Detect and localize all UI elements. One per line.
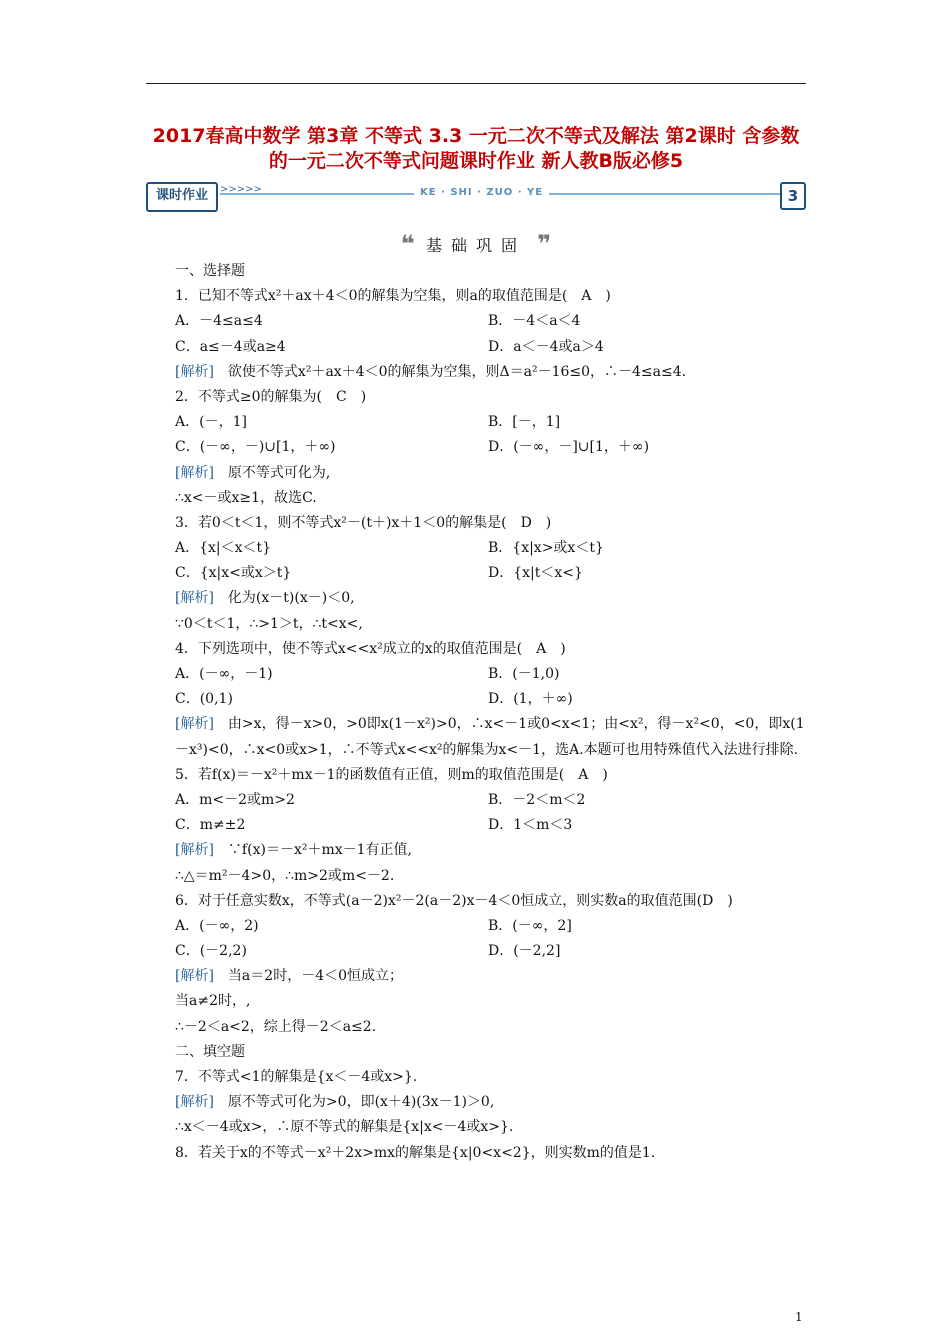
option: C．(0,1) [175, 691, 233, 708]
question-6: 6．对于任意实数x，不等式(a－2)x²－2(a－2)x－4＜0恒成立，则实数a的取值范围(D ) [175, 892, 733, 909]
options-row [146, 788, 811, 813]
question-7: 7．不等式<1的解集是{x＜－4或x>}. [175, 1069, 418, 1086]
question-3: 3．若0＜t＜1，则不等式x²－(t＋)x＋1＜0的解集是( D ) [175, 514, 552, 531]
options-row [146, 435, 811, 460]
heading-choice: 一、选择题 [175, 263, 245, 279]
analysis-6-conclusion: ∴－2＜a<2，综上得－2＜a≤2. [175, 1018, 377, 1035]
option: C．a≤－4或a≥4 [175, 338, 286, 355]
options-row [146, 813, 811, 838]
option: B．－2＜m＜2 [488, 791, 586, 808]
option: A．－4≤a≤4 [175, 313, 263, 330]
option: D．(1，＋∞) [488, 691, 573, 708]
options-row [146, 561, 811, 586]
page-number: 1 [795, 1310, 803, 1324]
close-quote-icon: ❞ [537, 230, 552, 258]
options-row [146, 536, 811, 561]
question-5: 5．若f(x)＝－x²＋mx－1的函数值有正值，则m的取值范围是( A ) [175, 766, 608, 783]
analysis-tag: [解析] [175, 363, 214, 380]
banner-number: 3 [780, 182, 806, 210]
analysis-tag: [解析] [175, 842, 214, 859]
analysis-1: [解析] 欲使不等式x²＋ax＋4＜0的解集为空集，则Δ＝a²－16≤0，∴－4≤a≤4. [175, 363, 687, 380]
analysis-2-cont: ∴x<－或x≥1，故选C. [175, 489, 317, 506]
open-quote-icon: ❝ [400, 230, 415, 258]
analysis-7: [解析] 原不等式可化为>0，即(x＋4)(3x－1)＞0, [175, 1094, 495, 1111]
analysis-tag: [解析] [175, 1094, 214, 1111]
option: B．[－，1] [488, 414, 561, 431]
options-row [146, 662, 811, 687]
analysis-5: [解析] ∵f(x)＝－x²＋mx－1有正值, [175, 842, 412, 859]
option: B．(－1,0) [488, 666, 560, 682]
analysis-3: [解析] 化为(x－t)(x－)＜0, [175, 590, 355, 607]
option: D．1＜m＜3 [488, 817, 573, 834]
options-row [146, 410, 811, 435]
question-4: 4．下列选项中，使不等式x<<x²成立的x的取值范围是( A ) [175, 640, 566, 657]
option: B．{x|x>或x＜t} [488, 540, 604, 557]
analysis-4: [解析] 由>x，得－x>0，>0即x(1－x²)>0，∴x<－1或0<x<1；由<x²，得－x²<0，<0，即x(1－x³)<0，∴x<0或x>1，∴不等式x<<x²的解集为x<－1，选A.本题可也用特殊值代入法进行排除. [175, 716, 805, 758]
options-row [146, 309, 811, 334]
options-row [146, 335, 811, 360]
section-heading [146, 230, 806, 258]
banner-pinyin: KE · SHI · ZUO · YE [414, 187, 549, 198]
analysis-5-cont: ∴△＝m²－4>0，∴m>2或m<－2. [175, 867, 395, 884]
analysis-tag: [解析] [175, 590, 214, 607]
option: A．(－∞，2) [175, 917, 259, 934]
option: C．m≠±2 [175, 817, 246, 834]
document-title: 2017春高中数学 第3章 不等式 3.3 一元二次不等式及解法 第2课时 含参数的一元二次不等式问题课时作业 新人教B版必修5 [152, 125, 800, 172]
question-8: 8．若关于x的不等式－x²＋2x>mx的解集是{x|0<x<2}，则实数m的值是1. [175, 1144, 656, 1161]
analysis-6: [解析] 当a＝2时，－4＜0恒成立； [175, 968, 404, 985]
analysis-6-cont: 当a≠2时，, [175, 993, 251, 1010]
homework-banner [146, 180, 806, 210]
options-row [146, 914, 811, 939]
option: C．(－2,2) [175, 943, 247, 960]
option: B．－4＜a＜4 [488, 313, 581, 330]
option: D．(－2,2] [488, 943, 561, 960]
option: D．(－∞，－]∪[1，＋∞) [488, 439, 650, 456]
analysis-tag: [解析] [175, 464, 214, 481]
option: A．(－∞，－1) [175, 666, 273, 682]
option: B．(－∞，2] [488, 917, 572, 934]
option: D．a＜－4或a＞4 [488, 338, 604, 355]
option: C．(－∞，－)∪[1，＋∞) [175, 439, 336, 456]
banner-label: 课时作业 [146, 182, 218, 212]
option: D．{x|t＜x<} [488, 565, 583, 582]
option: A．(－，1] [175, 414, 247, 431]
header-rule [146, 83, 806, 84]
heading-fill: 二、填空题 [175, 1043, 245, 1060]
analysis-7-cont: ∴x＜－4或x>，∴原不等式的解集是{x|x<－4或x>}. [175, 1119, 514, 1136]
section-label: 基础巩固 [425, 235, 526, 255]
analysis-2: [解析] 原不等式可化为, [175, 464, 331, 481]
analysis-tag: [解析] [175, 716, 214, 733]
analysis-tag: [解析] [175, 968, 214, 985]
question-1: 1．已知不等式x²＋ax＋4＜0的解集为空集，则a的取值范围是( A ) [175, 288, 611, 305]
exercise-content [146, 259, 811, 1166]
analysis-3-cont: ∵0＜t＜1，∴>1＞t，∴t<x<, [175, 615, 363, 632]
options-row [146, 939, 811, 964]
option: A．{x|＜x＜t} [175, 540, 272, 557]
options-row [146, 687, 811, 712]
option: C．{x|x<或x＞t} [175, 565, 292, 582]
option: A．m<－2或m>2 [175, 791, 295, 808]
question-2: 2．不等式≥0的解集为( C ) [175, 388, 367, 405]
banner-arrows: >>>>> [220, 184, 262, 195]
